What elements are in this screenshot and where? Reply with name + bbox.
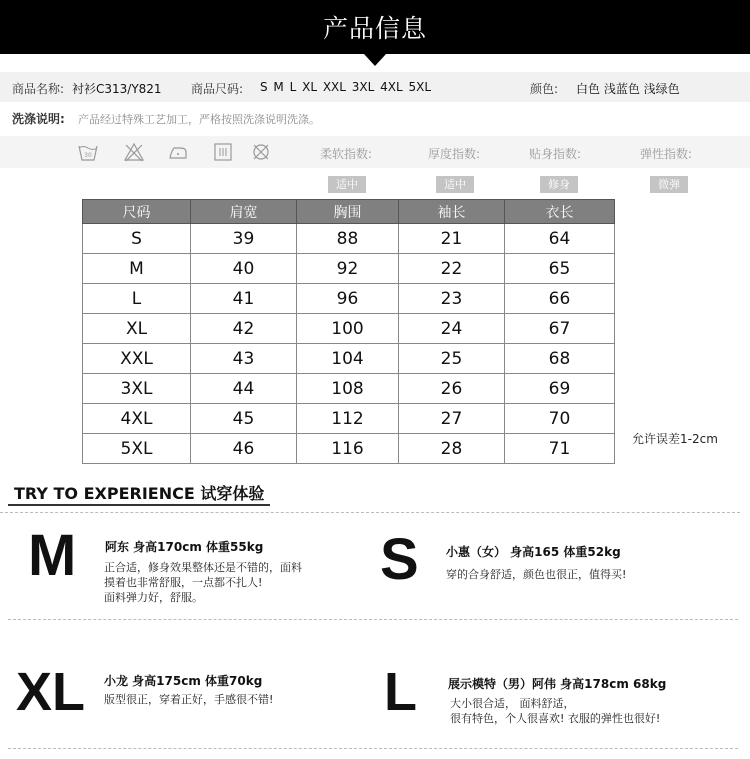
- table-cell: 26: [399, 374, 505, 404]
- table-cell: 68: [505, 344, 615, 374]
- svg-text:30: 30: [84, 152, 92, 159]
- tester-comment-s: [446, 567, 626, 582]
- comment-line: 大小很合适， 面料舒适，: [450, 697, 575, 710]
- size-table-header-row: [83, 200, 615, 224]
- wash-instructions: 产品经过特殊工艺加工，严格按照洗涤说明洗涤。: [78, 113, 320, 126]
- table-cell: 65: [505, 254, 615, 284]
- table-cell: 100: [297, 314, 399, 344]
- table-cell: 96: [297, 284, 399, 314]
- product-name-value: 衬衫C313/Y821: [72, 82, 162, 96]
- table-cell: 45: [191, 404, 297, 434]
- col-header-length: 衣长: [505, 200, 615, 224]
- table-cell: 39: [191, 224, 297, 254]
- product-size-label: 商品尺码:: [191, 82, 244, 96]
- comment-line: 正合适，修身效果整体还是不错的，面料: [104, 561, 302, 574]
- table-cell: 92: [297, 254, 399, 284]
- iron-low-icon: [168, 142, 188, 162]
- table-cell: 67: [505, 314, 615, 344]
- table-cell: M: [83, 254, 191, 284]
- tester-comment-xl: [104, 692, 273, 707]
- tester-size-xl: XL: [16, 662, 86, 722]
- table-cell: S: [83, 224, 191, 254]
- comment-line: 版型很正，穿着正好，手感很不错!: [104, 693, 274, 706]
- table-cell: 46: [191, 434, 297, 464]
- table-cell: XXL: [83, 344, 191, 374]
- table-row: [83, 284, 615, 314]
- table-cell: 3XL: [83, 374, 191, 404]
- col-header-chest: 胸围: [297, 200, 399, 224]
- elasticity-tag: 微弹: [650, 176, 688, 193]
- table-cell: 43: [191, 344, 297, 374]
- table-row: [83, 314, 615, 344]
- comment-line: 面料弹力好，舒服。: [104, 591, 203, 604]
- tester-info-l: 展示模特（男）阿伟 身高178cm 68kg: [448, 677, 667, 691]
- table-cell: 23: [399, 284, 505, 314]
- table-cell: 21: [399, 224, 505, 254]
- table-cell: 42: [191, 314, 297, 344]
- table-cell: 5XL: [83, 434, 191, 464]
- table-cell: 66: [505, 284, 615, 314]
- comment-line: 穿的合身舒适，颜色也很正，值得买!: [446, 568, 627, 581]
- table-cell: 44: [191, 374, 297, 404]
- tester-size-l: L: [384, 662, 417, 722]
- table-row: [83, 434, 615, 464]
- tester-info-xl: 小龙 身高175cm 体重70kg: [104, 674, 263, 688]
- table-cell: 108: [297, 374, 399, 404]
- table-cell: 41: [191, 284, 297, 314]
- table-cell: 27: [399, 404, 505, 434]
- wash-label: 洗涤说明:: [12, 112, 65, 126]
- table-row: [83, 224, 615, 254]
- table-cell: 64: [505, 224, 615, 254]
- divider: [8, 619, 738, 620]
- table-cell: 40: [191, 254, 297, 284]
- table-cell: 71: [505, 434, 615, 464]
- header-notch: [364, 54, 386, 66]
- no-bleach-icon: [124, 142, 144, 162]
- table-row: [83, 254, 615, 284]
- tolerance-note: 允许误差1-2cm: [632, 432, 718, 446]
- table-row: [83, 404, 615, 434]
- no-dryclean-icon: [251, 142, 271, 162]
- divider: [8, 748, 738, 749]
- fit-label: 贴身指数:: [529, 147, 582, 161]
- product-sizes-value: S M L XL XXL 3XL 4XL 5XL: [260, 80, 432, 94]
- experience-title: TRY TO EXPERIENCE 试穿体验: [14, 484, 265, 503]
- thickness-tag: 适中: [436, 176, 474, 193]
- softness-label: 柔软指数:: [320, 147, 373, 161]
- comment-line: 摸着也非常舒服，一点都不扎人!: [104, 576, 263, 589]
- table-row: [83, 374, 615, 404]
- table-cell: 28: [399, 434, 505, 464]
- fit-tag: 修身: [540, 176, 578, 193]
- table-cell: 69: [505, 374, 615, 404]
- table-cell: XL: [83, 314, 191, 344]
- table-cell: 25: [399, 344, 505, 374]
- col-header-shoulder: 肩宽: [191, 200, 297, 224]
- softness-tag: 适中: [328, 176, 366, 193]
- tester-info-s: 小惠（女） 身高165 体重52kg: [446, 545, 621, 559]
- thickness-label: 厚度指数:: [428, 147, 481, 161]
- table-cell: 70: [505, 404, 615, 434]
- col-header-size: 尺码: [83, 200, 191, 224]
- tester-size-m: M: [28, 523, 77, 588]
- table-cell: 4XL: [83, 404, 191, 434]
- product-colors-value: 白色 浅蓝色 浅绿色: [576, 82, 680, 96]
- care-icons-strip: [0, 136, 750, 168]
- size-table: [82, 199, 615, 464]
- tester-info-m: 阿东 身高170cm 体重55kg: [105, 540, 264, 554]
- table-cell: 88: [297, 224, 399, 254]
- page-title: 产品信息: [322, 14, 427, 43]
- tester-comment-l: [450, 696, 660, 726]
- product-color-label: 颜色:: [530, 82, 559, 96]
- tester-size-s: S: [380, 527, 419, 592]
- table-cell: 116: [297, 434, 399, 464]
- table-cell: L: [83, 284, 191, 314]
- tester-comment-m: [104, 560, 302, 605]
- divider: [0, 512, 740, 513]
- experience-title-underline: [8, 504, 270, 506]
- comment-line: 很有特色，个人很喜欢! 衣服的弹性也很好!: [450, 712, 661, 725]
- table-cell: 24: [399, 314, 505, 344]
- tumble-dry-icon: [213, 142, 233, 162]
- col-header-sleeve: 袖长: [399, 200, 505, 224]
- table-cell: 112: [297, 404, 399, 434]
- table-cell: 22: [399, 254, 505, 284]
- wash-30-icon: [78, 142, 98, 162]
- table-row: [83, 344, 615, 374]
- product-name-label: 商品名称:: [12, 82, 65, 96]
- table-cell: 104: [297, 344, 399, 374]
- elasticity-label: 弹性指数:: [640, 147, 693, 161]
